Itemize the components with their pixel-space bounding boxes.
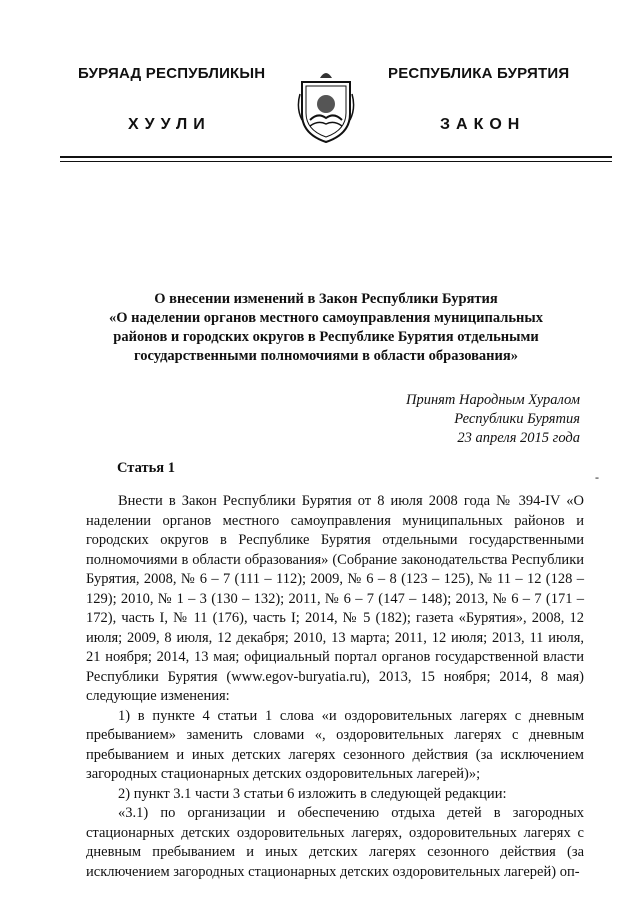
title-line: «О наделении органов местного самоуправления муниципальных (109, 310, 543, 326)
law-title (70, 290, 582, 366)
adoption-line: Республики Бурятия (454, 411, 580, 427)
margin-mark: - (595, 470, 599, 484)
header-left-law: ХУУЛИ (128, 116, 211, 133)
header-right-law: ЗАКОН (440, 116, 526, 133)
title-line: государственными полномочиями в области образования» (134, 348, 518, 364)
adoption-date: 23 апреля 2015 года (457, 430, 580, 446)
header-right-republic: РЕСПУБЛИКА БУРЯТИЯ (388, 65, 570, 82)
adoption-note (406, 391, 580, 448)
coat-of-arms-icon (296, 64, 356, 144)
article-heading: Статья 1 (117, 460, 175, 476)
body-paragraph: Внести в Закон Республики Бурятия от 8 июля 2008 года № 394-IV «О наделении органов местного самоуправления муниципальных районов и городских округов в Республике Бурятия отдельными государственными полномочиями в области образования» (Собрание законодательства Республики Бурятия, 2008, № 6 – 7 (111 – 112); 2009, № 6 – 8 (123 – 125), № 11 – 12 (128 – 129); 2010, № 1 – 3 (130 – 132); 2011, № 6 – 7 (147 – 148); 2013, № 6 – 7 (171 – 172), часть I, № 11 (176), часть I; 2014, № 5 (182); газета «Бурятия», 2008, 12 июля; 2009, 8 июля, 12 декабря; 2010, 13 марта; 2011, 12 июля; 2013, 11 июля, 21 ноября; 2014, 13 мая; официальный портал органов государственной власти Республики Бурятия (www.egov-buryatia.ru), 2013, 15 ноября; 2014, 8 мая) следующие изменения: (86, 493, 584, 704)
adoption-line: Принят Народным Хуралом (405, 392, 580, 408)
title-line: О внесении изменений в Закон Республики Бурятия (154, 291, 498, 307)
body-paragraph: 1) в пункте 4 статьи 1 слова «и оздоровительных лагерях с дневным пребыванием» заменить словами «, оздоровительных лагерях с дневным пребыванием и иных детских лагерях сезонного действия (за исключением загородных стационарных детских оздоровительных лагерей)»; (86, 707, 584, 782)
body-paragraph: «3.1) по организации и обеспечению отдыха детей в загородных стационарных детских оздоровительных лагерях, оздоровительных лагерях с дневным пребыванием и иных детских лагерях сезонного действия (за исключением загородных стационарных детских оздоровительных лагерей) оп- (86, 805, 584, 880)
body-paragraph: 2) пункт 3.1 части 3 статьи 6 изложить в следующей редакции: (118, 785, 507, 802)
header-left-republic: БУРЯАД РЕСПУБЛИКЫН (78, 65, 266, 82)
title-line: районов и городских округов в Республике Бурятия отдельными (113, 329, 539, 345)
header-rule-thick (60, 156, 612, 158)
header-rule-thin (60, 161, 612, 162)
article-body (86, 492, 584, 882)
